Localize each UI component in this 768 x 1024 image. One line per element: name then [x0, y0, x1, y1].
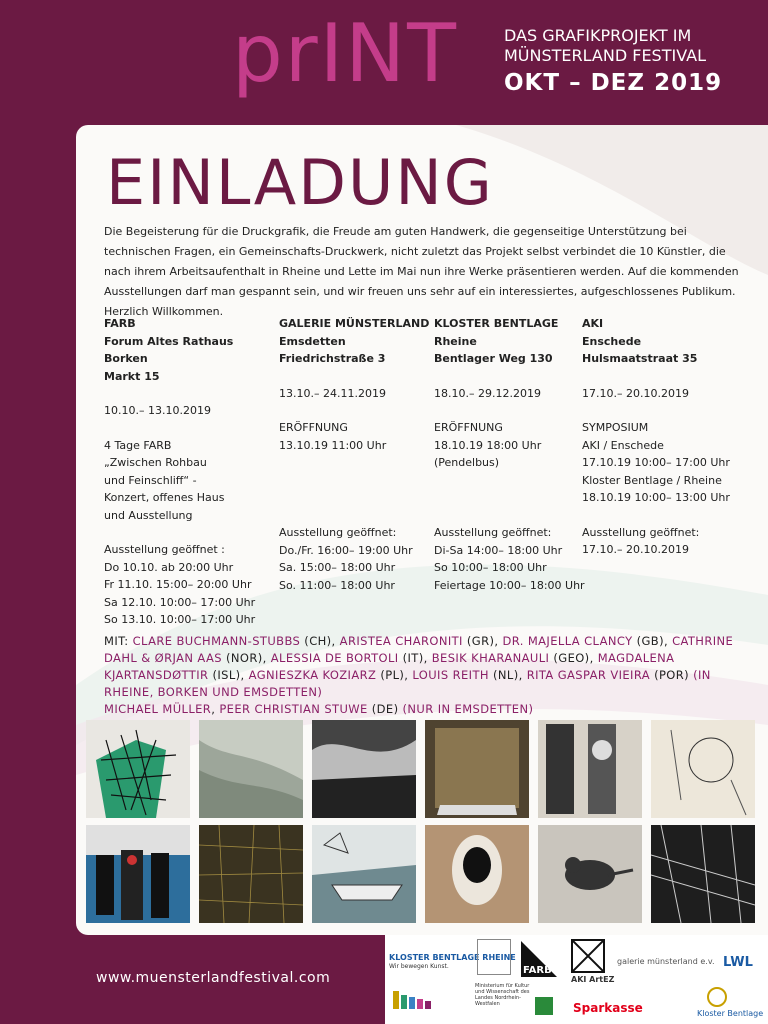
artist-name: ALESSIA DE BORTOLI: [270, 651, 399, 665]
event-line: ERÖFFNUNG: [279, 421, 348, 434]
artists-note: (NUR IN EMSDETTEN): [402, 702, 534, 716]
hours-line: Fr 11.10. 15:00– 20:00 Uhr: [104, 578, 252, 591]
artist-name: BESIK KHARANAULI: [431, 651, 550, 665]
artwork-thumbnail: [538, 720, 642, 818]
artist-name: CATHRINE DAHL & ØRJAN AAS: [104, 634, 734, 665]
hours-line: So 13.10. 10:00– 17:00 Uhr: [104, 613, 256, 626]
header-line2: MÜNSTERLAND FESTIVAL: [504, 46, 706, 65]
sparkasse-logo: Sparkasse: [573, 1001, 643, 1015]
invitation-title: EINLADUNG: [106, 146, 494, 219]
header-dates: OKT – DEZ 2019: [504, 70, 723, 96]
artist-country: (IT),: [398, 651, 432, 665]
event-line: und Feinschliff“ -: [104, 473, 197, 487]
hours-line: 17.10.– 20.10.2019: [582, 543, 689, 556]
header-line1: DAS GRAFIKPROJEKT IM: [504, 26, 692, 45]
venue-galerie-muensterland: [279, 315, 439, 594]
header-subtitle: [504, 26, 706, 66]
artwork-thumbnail: [86, 825, 190, 923]
stiftung-emblem: [707, 987, 727, 1007]
artwork-thumbnail: [199, 825, 303, 923]
galerie-logo: galerie münsterland e.v.: [617, 957, 715, 966]
farb-logo: FARB: [523, 965, 552, 976]
venue-period: 17.10.– 20.10.2019: [582, 386, 689, 400]
hours-line: Sa 12.10. 10:00– 17:00 Uhr: [104, 595, 256, 609]
hours-line: So 10:00– 18:00 Uhr: [434, 561, 547, 574]
invitation-card: [76, 125, 768, 935]
venue-name: KLOSTER BENTLAGE: [434, 317, 559, 330]
venue-place: Rheine: [434, 334, 477, 348]
venue-aki: [582, 315, 742, 559]
hours-title: Ausstellung geöffnet:: [582, 525, 700, 539]
nrw-logo: [535, 997, 553, 1015]
artist-name: LOUIS REITH: [412, 668, 489, 682]
artist-country: (NL),: [488, 668, 527, 682]
artwork-thumbnail: [199, 720, 303, 818]
hours-line: Do./Fr. 16:00– 19:00 Uhr: [279, 543, 413, 557]
artist-country: (GR),: [462, 634, 503, 648]
artwork-thumbnail: [651, 825, 755, 923]
print-logo: prINT: [232, 7, 458, 100]
event-line: 18.10.19 18:00 Uhr: [434, 438, 542, 452]
venue-farb: [104, 315, 264, 629]
artist-country: ,: [211, 702, 220, 716]
artwork-thumbnail: [86, 720, 190, 818]
kloster-name: KLOSTER BENTLAGE: [389, 953, 480, 962]
artist-country: (DE): [367, 702, 403, 716]
event-line: und Ausstellung: [104, 508, 193, 522]
artwork-thumbnail: [425, 825, 529, 923]
artwork-thumbnail: [538, 825, 642, 923]
artist-country: (NOR),: [221, 651, 271, 665]
artwork-thumbnail: [651, 720, 755, 818]
venue-place: Emsdetten: [279, 334, 346, 348]
hours-line: Do 10.10. ab 20:00 Uhr: [104, 560, 234, 574]
artwork-thumbnail: [425, 720, 529, 818]
artists-note: (IN RHEINE, BORKEN UND EMSDETTEN): [104, 668, 711, 699]
event-line: AKI / Enschede: [582, 438, 664, 452]
hours-title: Ausstellung geöffnet :: [104, 543, 225, 556]
venue-name: AKI: [582, 317, 604, 330]
artist-name: MICHAEL MÜLLER: [104, 702, 212, 716]
muensterland-logo: [393, 991, 443, 1009]
hours-title: Ausstellung geöffnet:: [434, 526, 552, 539]
artist-name: ARISTEA CHARONITI: [339, 634, 463, 648]
venue-address: Friedrichstraße 3: [279, 352, 386, 365]
festival-url[interactable]: www.muensterlandfestival.com: [96, 970, 331, 986]
ministry-logo: Ministerium für Kultur und Wissenschaft des Landes Nordrhein-Westfalen: [475, 983, 530, 1007]
artist-country: (POR): [650, 668, 694, 682]
venue-address: Markt 15: [104, 369, 160, 383]
venue-place: Forum Altes Rathaus Borken: [104, 334, 234, 365]
venue-name: FARB: [104, 317, 136, 330]
stiftung-logo: Kloster Bentlage: [697, 1009, 764, 1018]
artwork-thumbnail: [312, 720, 416, 818]
hours-line: Sa. 15:00– 18:00 Uhr: [279, 561, 396, 574]
venue-name: GALERIE MÜNSTERLAND: [279, 317, 430, 330]
aki-logo-box: [571, 939, 605, 973]
artist-name: MAGDALENA KJARTANSDØTTIR: [104, 651, 675, 682]
artist-name: RITA GASPAR VIEIRA: [526, 668, 651, 682]
event-line: 13.10.19 11:00 Uhr: [279, 438, 387, 452]
event-line: 18.10.19 10:00– 13:00 Uhr: [582, 491, 730, 504]
intro-text: Die Begeisterung für die Druckgrafik, die Freude am guten Handwerk, die gegenseitige Unterstützung bei technischen Fragen, ein Gemeinschafts-Druckwerk, nicht zuletzt das Projekt selbst verbindet die 10 Künstler, die nach ihrem Arbeitsaufenthalt in Rheine und Lette im Mai nun ihre Werke präsentieren werden. Auf die kommenden Ausstellungen darf man gespannt sein, und wir freuen uns sehr auf ein interessiertes, aufgeschlossenes Publikum. Herzlich Willkommen.: [104, 225, 739, 318]
venue-period: 13.10.– 24.11.2019: [279, 386, 386, 400]
hours-line: Di-Sa 14:00– 18:00 Uhr: [434, 543, 563, 557]
hours-title: Ausstellung geöffnet:: [279, 526, 397, 539]
artist-name: AGNIESZKA KOZIARZ: [248, 668, 377, 682]
ministry-logo-box: [477, 939, 511, 975]
event-line: ERÖFFNUNG: [434, 421, 503, 434]
aki-logo: AKI ArtEZ: [571, 975, 615, 984]
venue-kloster-bentlage: [434, 315, 594, 594]
header: [0, 0, 768, 125]
hours-line: Feiertage 10:00– 18:00 Uhr: [434, 578, 585, 592]
kloster-sub: Wir bewegen Kunst.: [389, 963, 449, 970]
venue-period: 10.10.– 13.10.2019: [104, 404, 211, 417]
artist-country: (GEO),: [549, 651, 598, 665]
artist-country: (PL),: [376, 668, 413, 682]
artists-prefix: MIT:: [104, 634, 133, 648]
artist-country: (GB),: [632, 634, 673, 648]
venue-address: Hulsmaatstraat 35: [582, 352, 698, 365]
event-line: (Pendelbus): [434, 456, 500, 469]
artist-name: CLARE BUCHMANN-STUBBS: [132, 634, 301, 648]
event-line: SYMPOSIUM: [582, 421, 649, 434]
venue-address: Bentlager Weg 130: [434, 352, 553, 365]
artist-country: (ISL),: [208, 668, 249, 682]
lwl-logo: LWL: [723, 955, 753, 970]
event-line: Kloster Bentlage / Rheine: [582, 473, 722, 487]
hours-line: So. 11:00– 18:00 Uhr: [279, 578, 395, 592]
artwork-thumbnail: [312, 825, 416, 923]
sponsor-logos: [385, 935, 768, 1024]
artists-list: [104, 633, 754, 718]
event-line: 4 Tage FARB: [104, 438, 172, 452]
event-line: Konzert, offenes Haus: [104, 491, 225, 504]
rheine-name: RHEINE: [482, 953, 516, 962]
event-line: „Zwischen Rohbau: [104, 456, 207, 469]
artist-country: (CH),: [300, 634, 340, 648]
venue-period: 18.10.– 29.12.2019: [434, 386, 541, 400]
event-line: 17.10.19 10:00– 17:00 Uhr: [582, 456, 730, 469]
artist-name: DR. MAJELLA CLANCY: [502, 634, 633, 648]
venue-place: Enschede: [582, 334, 642, 348]
artist-name: PEER CHRISTIAN STUWE: [219, 702, 368, 716]
